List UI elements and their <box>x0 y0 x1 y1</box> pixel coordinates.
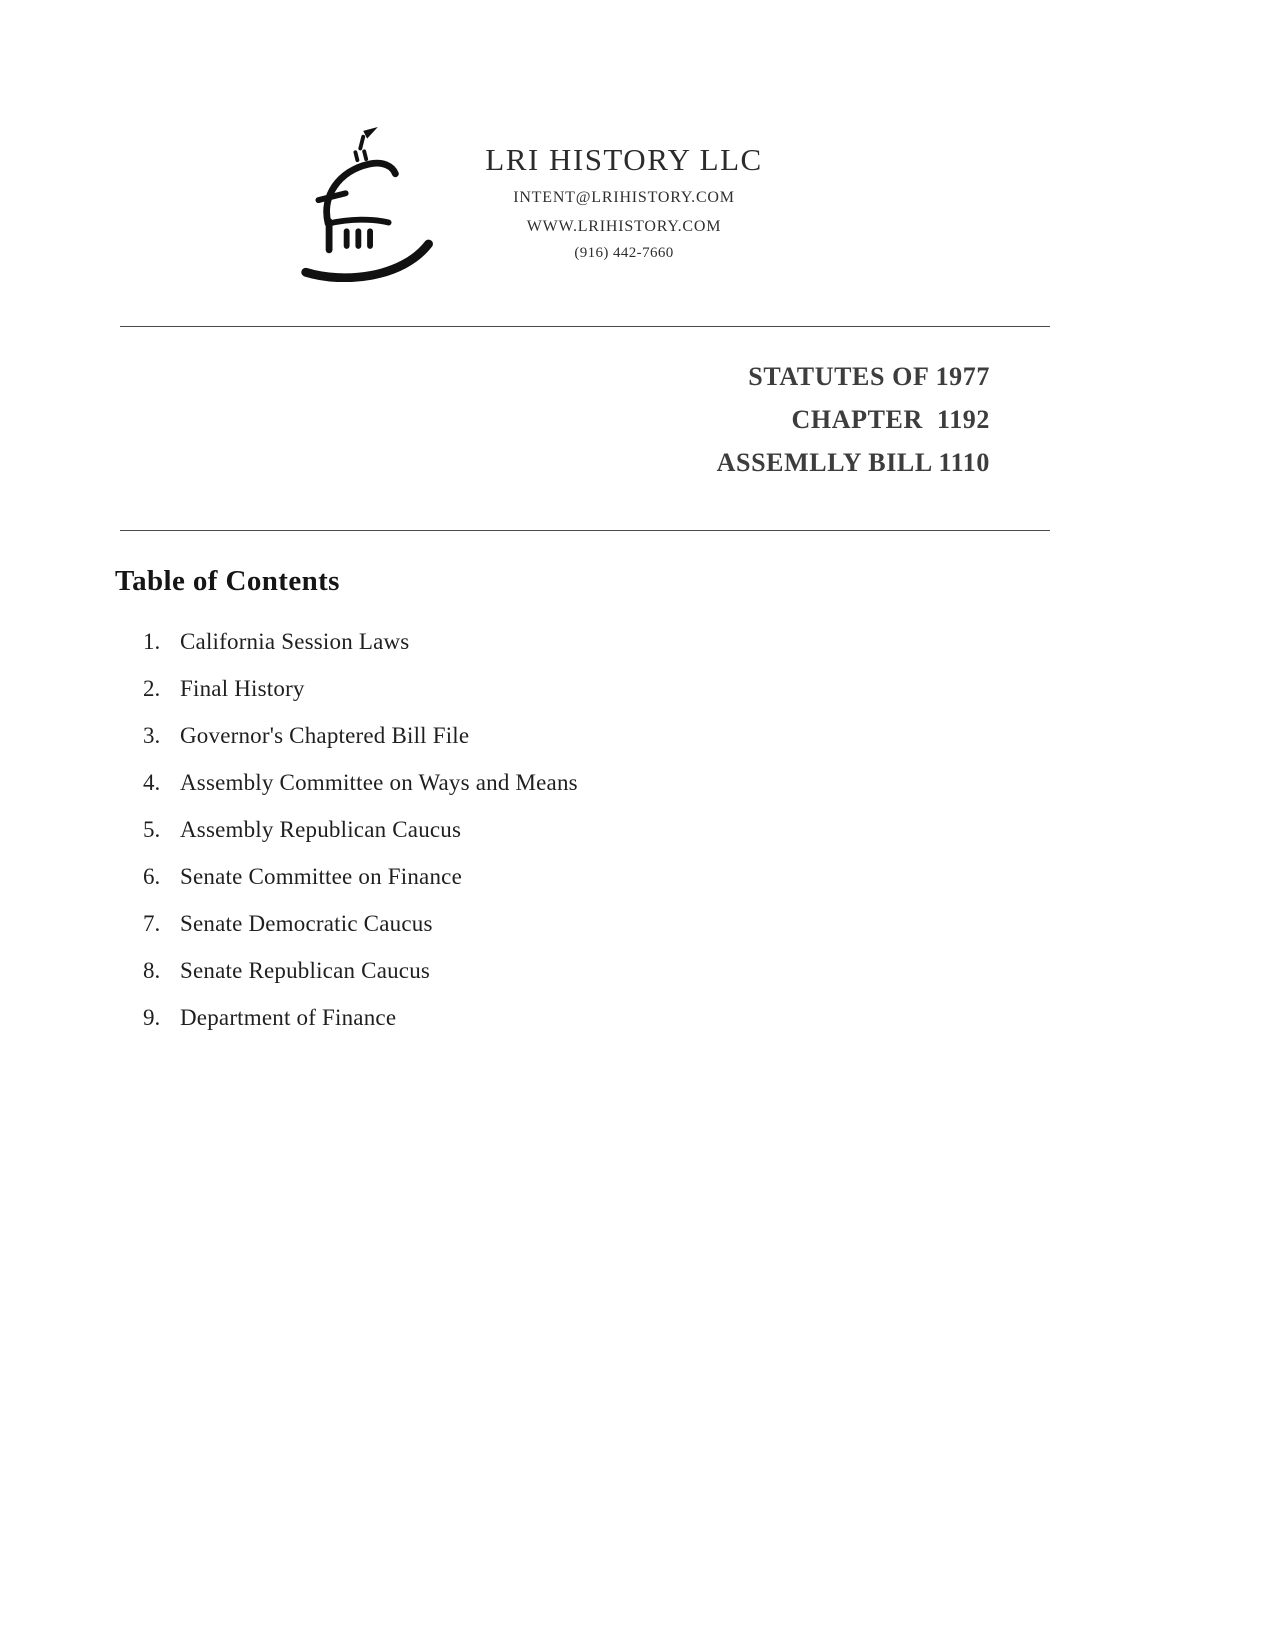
toc-item <box>143 769 1276 797</box>
toc-item <box>143 816 1276 844</box>
capitol-dome-icon <box>298 126 446 282</box>
toc-item-label: California Session Laws <box>180 629 410 654</box>
table-of-contents <box>0 565 1276 1032</box>
toc-item-label: Governor's Chaptered Bill File <box>180 723 470 748</box>
toc-item-label: Senate Democratic Caucus <box>180 911 433 936</box>
toc-item <box>143 722 1276 750</box>
toc-heading: Table of Contents <box>115 565 340 597</box>
toc-item-label: Final History <box>180 676 305 701</box>
toc-item-label: Senate Republican Caucus <box>180 958 431 983</box>
toc-item-number: 4. <box>143 770 161 795</box>
toc-item <box>143 863 1276 891</box>
divider-top <box>120 326 1050 327</box>
toc-item <box>143 1004 1276 1032</box>
toc-item-number: 7. <box>143 911 161 936</box>
divider-bottom <box>120 530 1050 531</box>
toc-item-number: 9. <box>143 1005 161 1030</box>
toc-item <box>143 675 1276 703</box>
statute-line-2: CHAPTER 1192 <box>791 405 990 434</box>
toc-item-number: 2. <box>143 676 161 701</box>
toc-item-number: 3. <box>143 723 161 748</box>
toc-item-number: 8. <box>143 958 161 983</box>
company-phone: (916) 442-7660 <box>574 245 674 261</box>
toc-item-label: Department of Finance <box>180 1005 397 1030</box>
statute-line-1: STATUTES OF 1977 <box>748 362 990 391</box>
company-website: WWW.LRIHISTORY.COM <box>526 218 722 235</box>
toc-list <box>115 628 1276 1032</box>
company-logo <box>298 126 446 282</box>
toc-item-label: Senate Committee on Finance <box>180 864 462 889</box>
statute-line-3: ASSEMLLY BILL 1110 <box>716 448 990 477</box>
toc-item-label: Assembly Committee on Ways and Means <box>180 770 578 795</box>
toc-item <box>143 910 1276 938</box>
toc-item-label: Assembly Republican Caucus <box>180 817 462 842</box>
toc-item-number: 1. <box>143 629 161 654</box>
company-name: LRI HISTORY LLC <box>485 142 763 177</box>
toc-item-number: 6. <box>143 864 161 889</box>
toc-item-number: 5. <box>143 817 161 842</box>
letterhead <box>0 0 1276 282</box>
company-email: INTENT@LRIHISTORY.COM <box>513 189 735 206</box>
toc-item <box>143 957 1276 985</box>
toc-item <box>143 628 1276 656</box>
statute-title-block <box>0 355 1276 484</box>
letterhead-text <box>474 126 774 262</box>
